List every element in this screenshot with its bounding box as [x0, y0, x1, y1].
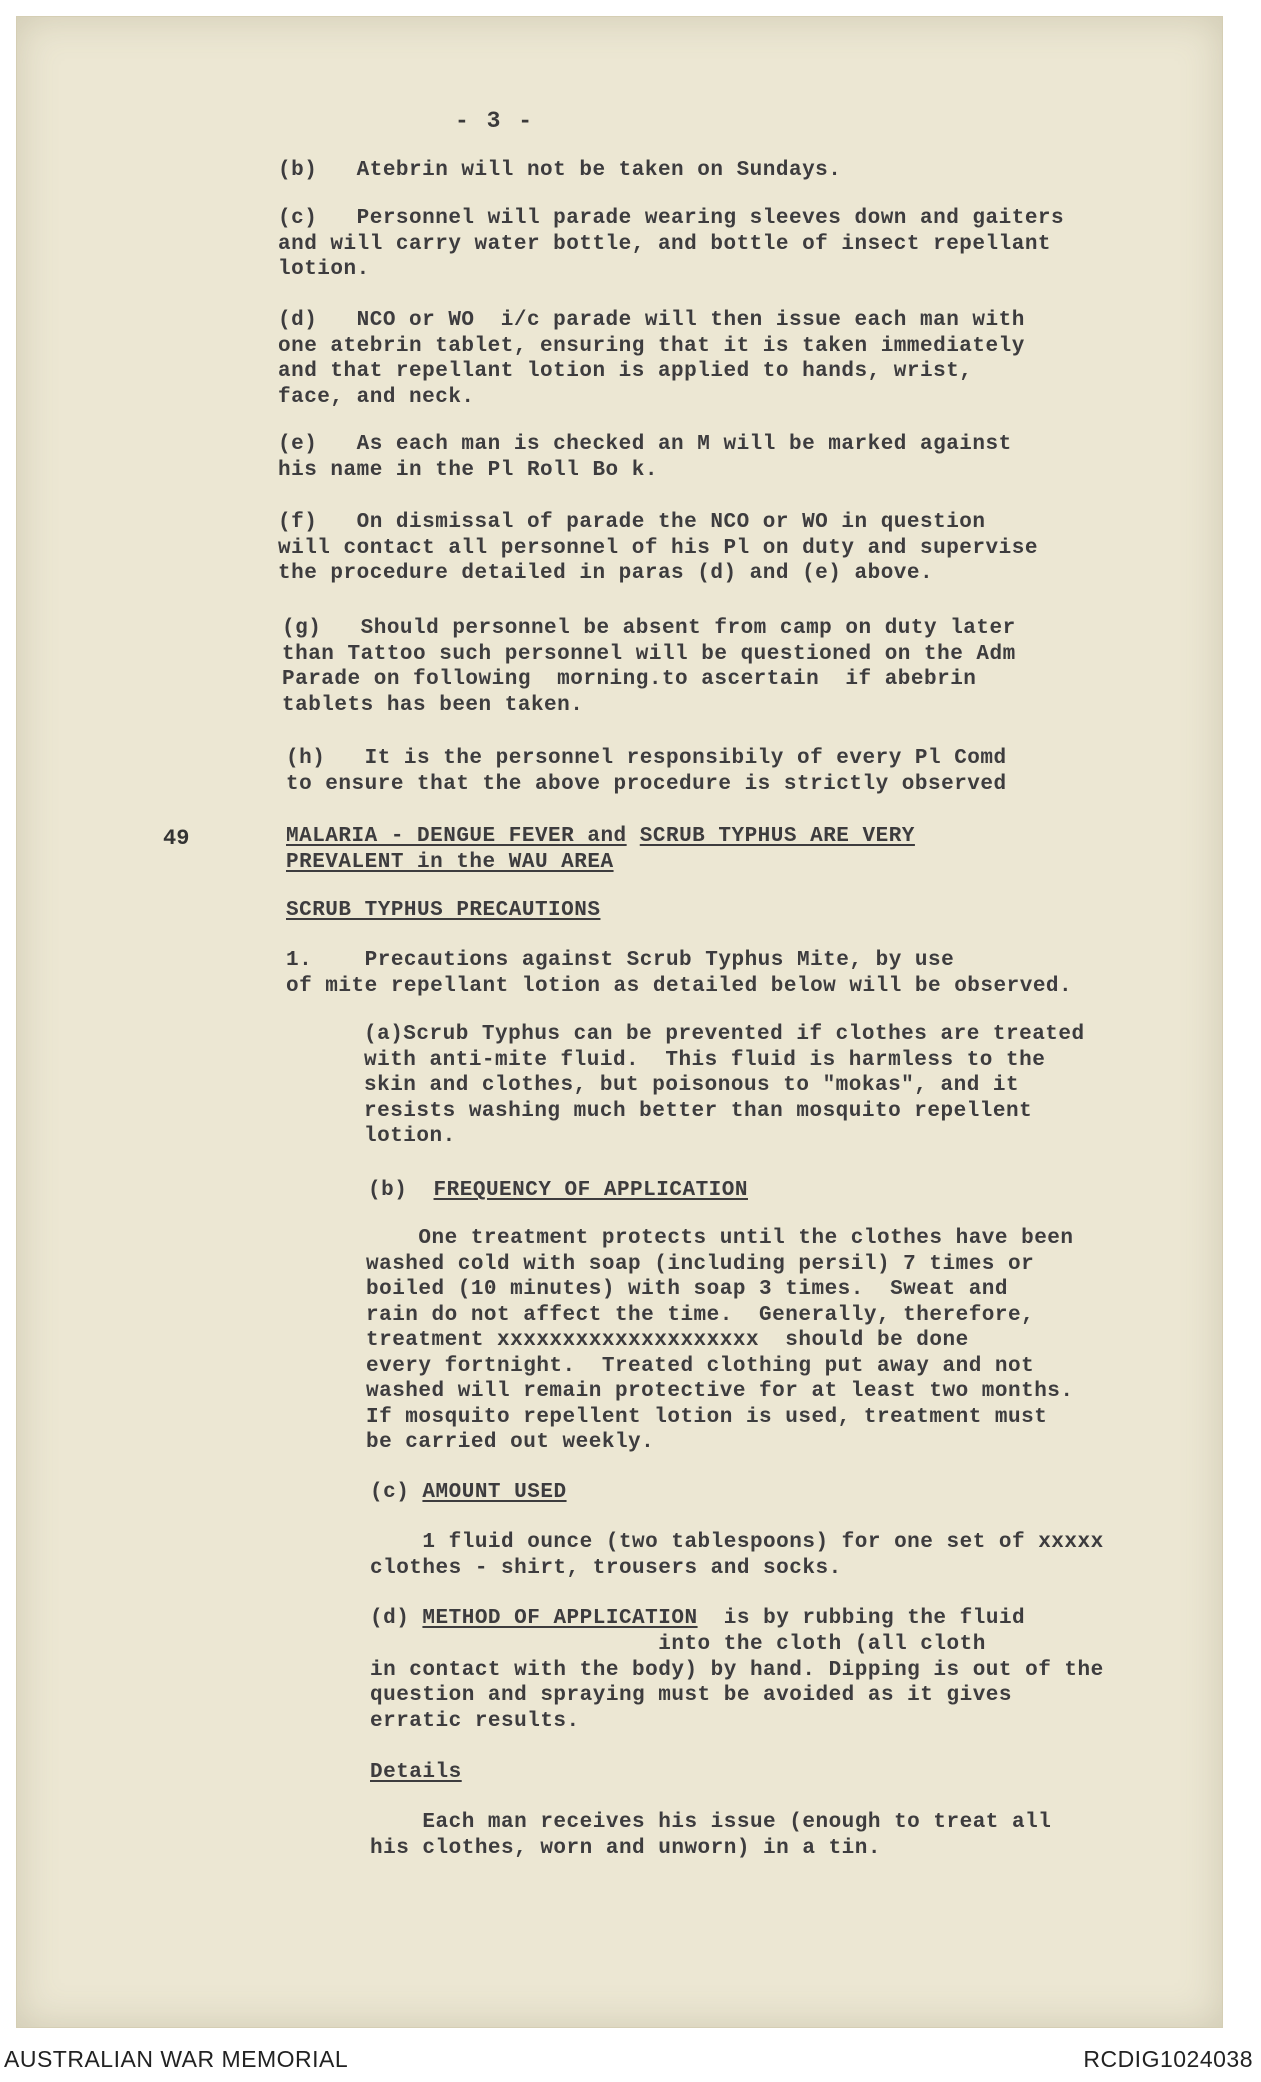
footer-record-id: RCDIG1024038 — [1083, 2046, 1253, 2072]
sub-b-text: One treatment protects until the clothes have been washed cold with soap (including persil) 7 times or boiled (10 minutes) with soap 3 times. Sweat and rain do not affect the time. Generally, therefore, treatment xxxxxxxxxxxxxxxxxxxx should be done every fortnight. Treated clothing put away and not washed will remain protective for at least two months. If mosquito repellent lotion is used, treatment must be carried out weekly. — [366, 1227, 1074, 1454]
section-number: 49 — [163, 826, 190, 851]
footer-institution: AUSTRALIAN WAR MEMORIAL — [4, 2046, 349, 2072]
sub-b-heading-line: (b) FREQUENCY OF APPLICATION — [368, 1179, 748, 1202]
details-heading: Details — [370, 1761, 462, 1784]
heading-part-c: PREVALENT in the WAU AREA — [286, 850, 614, 874]
subheading-scrub-typhus: SCRUB TYPHUS PRECAUTIONS — [286, 899, 601, 922]
paragraph-b: (b) Atebrin will not be taken on Sundays. — [278, 159, 842, 182]
paragraph-d: (d) NCO or WO i/c parade will then issue each man with one atebrin tablet, ensuring that it is taken immediately and that repellant lotion is applied to hands, wrist, face, and neck. — [278, 309, 1025, 409]
details-text: Each man receives his issue (enough to treat all his clothes, worn and unworn) in a tin. — [370, 1811, 1052, 1860]
page-number: - 3 - — [455, 108, 535, 134]
paragraph-c: (c) Personnel will parade wearing sleeves down and gaiters and will carry water bottle, and bottle of insect repellant lotion. — [278, 207, 1065, 281]
paragraph-e: (e) As each man is checked an M will be marked against his name in the Pl Roll Bo k. — [278, 433, 1012, 482]
paragraph-f: (f) On dismissal of parade the NCO or WO in question will contact all personnel of his Pl on duty and supervise the procedure detailed in paras (d) and (e) above. — [278, 511, 1038, 585]
sub-a: (a)Scrub Typhus can be prevented if clothes are treated with anti-mite fluid. This fluid is harmless to the skin and clothes, but poisonous to "mokas", and it resists washing much better than mosquito repellent lotion. — [364, 1023, 1085, 1148]
sub-c-text: 1 fluid ounce (two tablespoons) for one set of xxxxx clothes - shirt, trousers and socks. — [370, 1531, 1104, 1580]
sub-d-text: into the cloth (all cloth in contact with the body) by hand. Dipping is out of the question and spraying must be avoided as it gives erratic results. — [370, 1633, 1104, 1733]
sub-d-heading-line: (d) METHOD OF APPLICATION is by rubbing the fluid — [370, 1607, 1026, 1630]
sub-c-heading-line: (c) AMOUNT USED — [370, 1481, 567, 1504]
paragraph-g: (g) Should personnel be absent from camp on duty later than Tattoo such personnel will be questioned on the Adm Parade on following morning.to ascertain if abebrin tablets has been taken. — [282, 617, 1016, 717]
paragraph-h: (h) It is the personnel responsibily of every Pl Comd to ensure that the above procedure is strictly observed — [286, 747, 1007, 796]
heading-part-a: MALARIA - DENGUE FEVER and — [286, 825, 627, 848]
item-1: 1. Precautions against Scrub Typhus Mite, by use of mite repellant lotion as detailed below will be observed. — [286, 949, 1073, 998]
section-heading — [286, 824, 915, 875]
heading-part-b: SCRUB TYPHUS ARE VERY — [639, 825, 915, 848]
